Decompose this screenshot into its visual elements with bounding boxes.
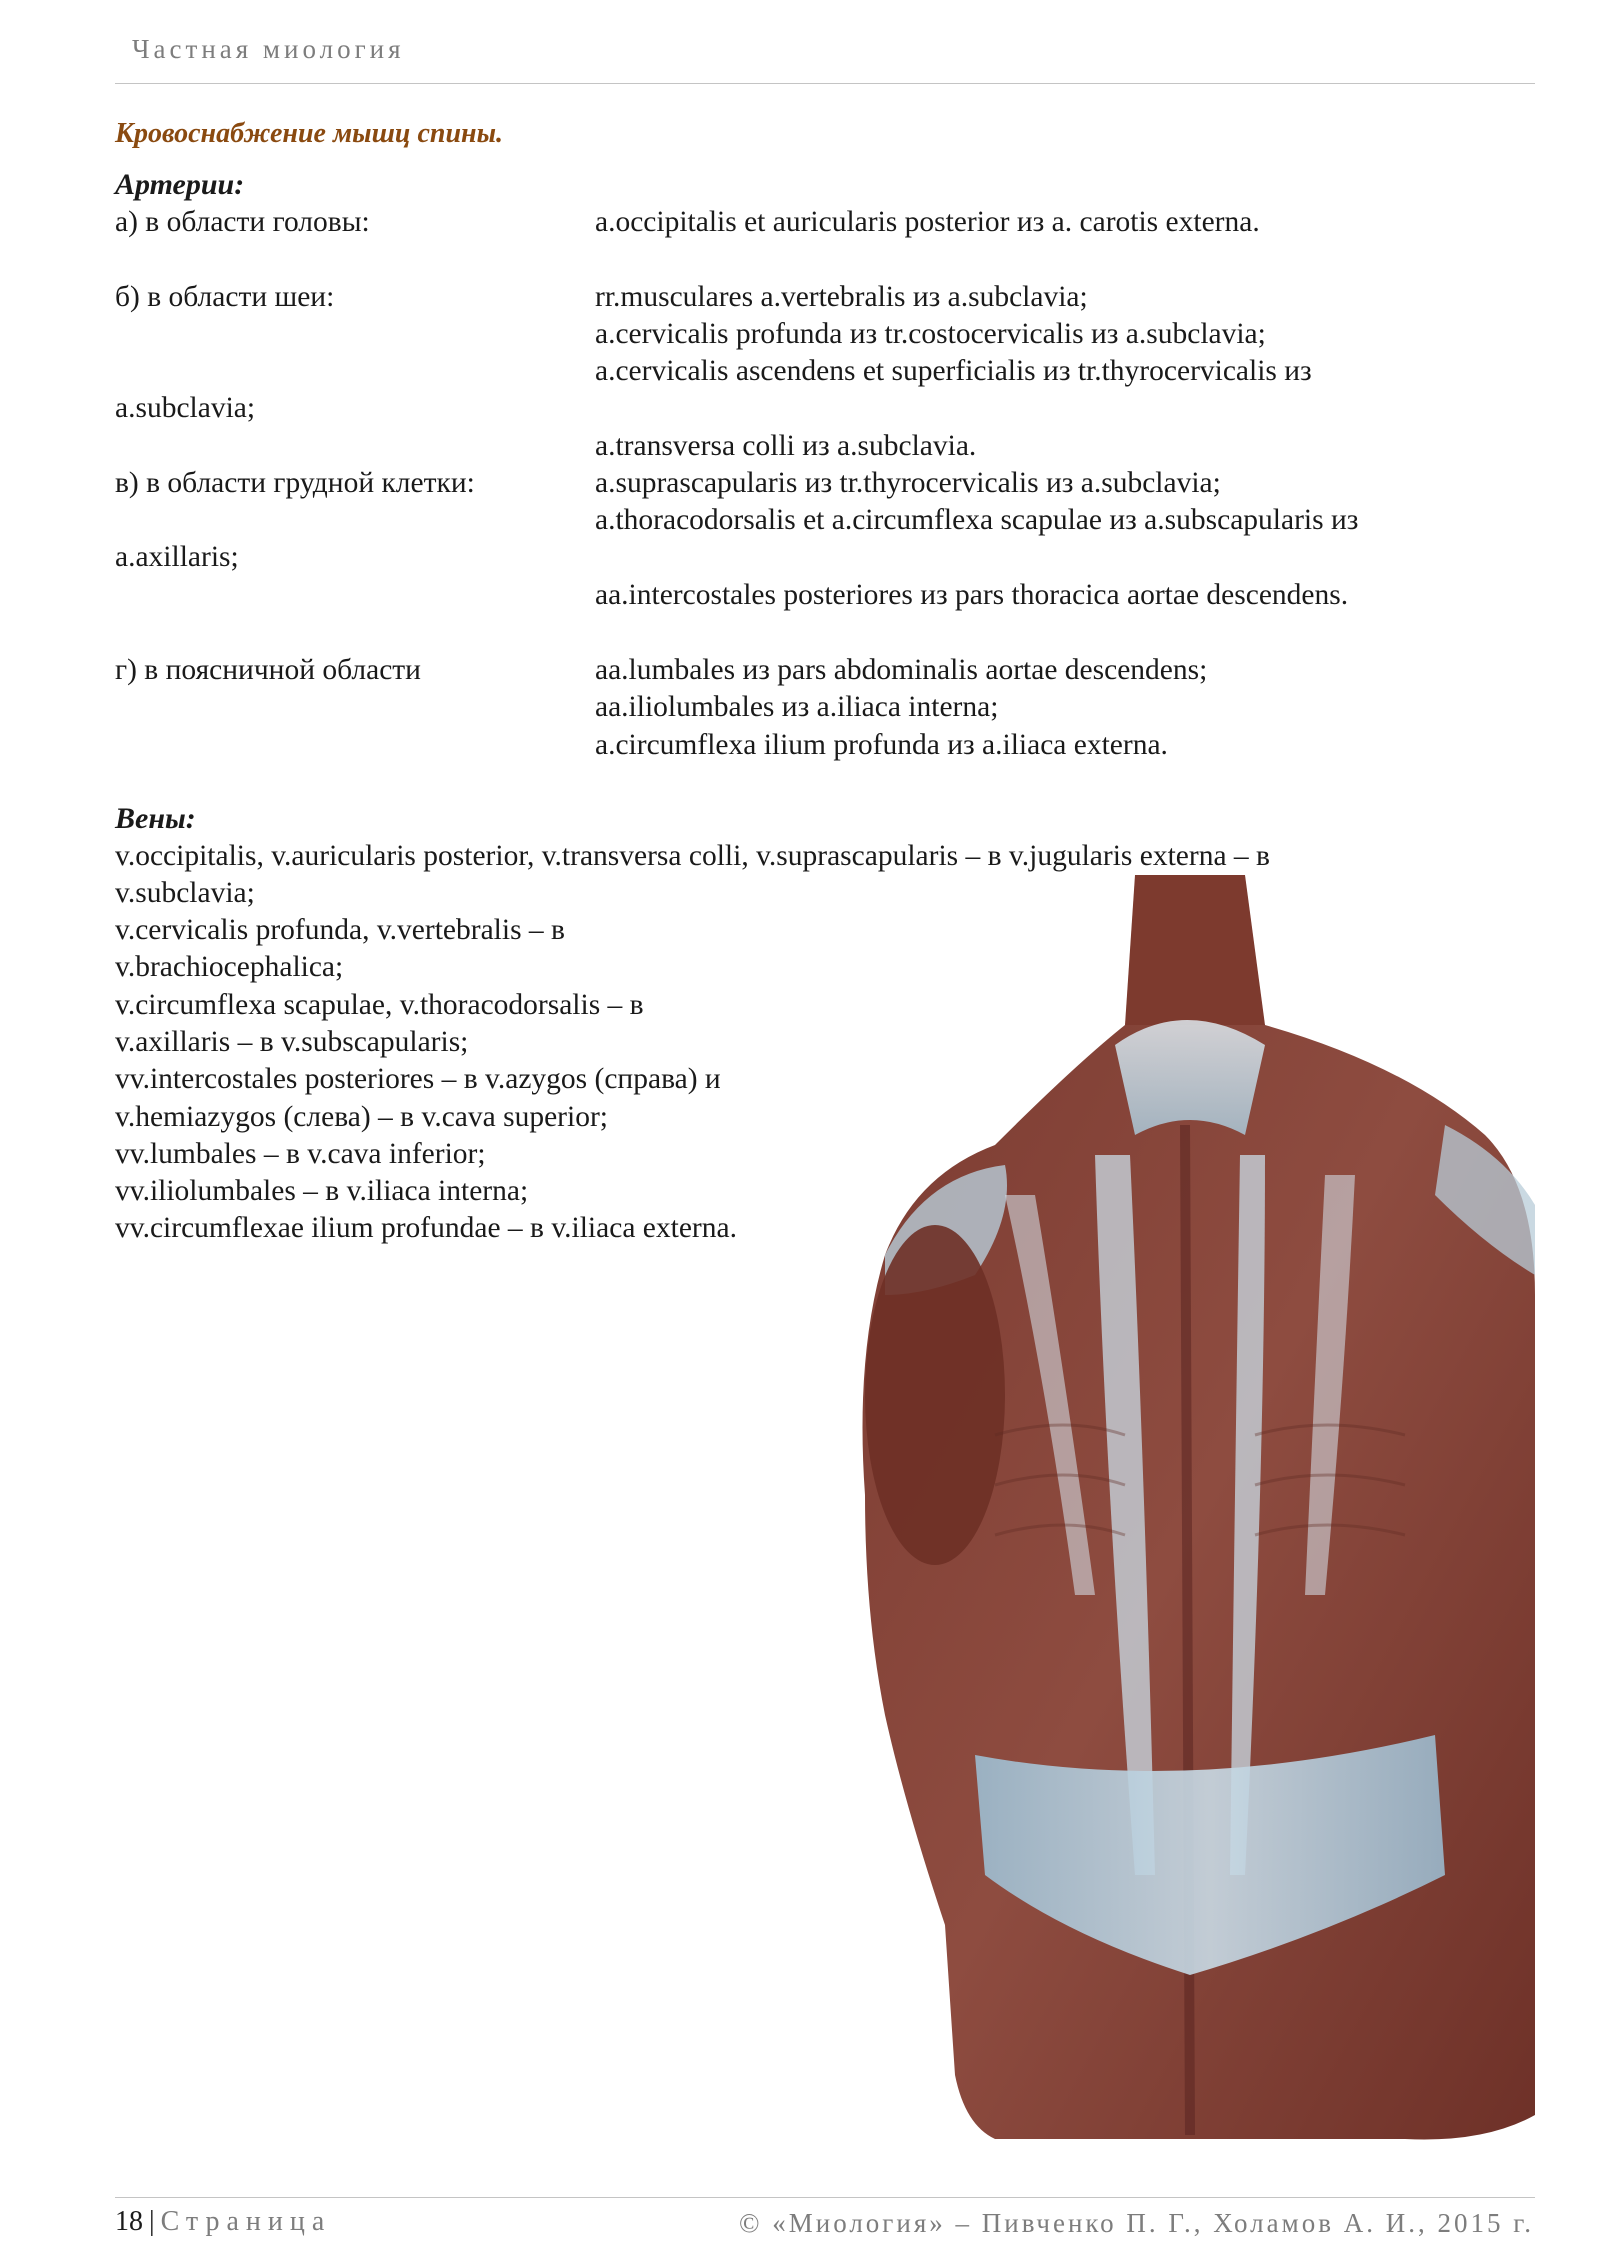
vein-line: vv.lumbales – в v.cava inferior; [115,1138,486,1170]
neck-muscle [1125,875,1265,1025]
artery-text: a.cervicalis ascendens et superficialis из tr.thyrocervicalis из [595,355,1312,387]
section-title: Кровоснабжение мышц спины. [115,118,504,149]
arteries-heading: Артерии: [115,168,245,201]
artery-text: rr.musculares a.vertebralis из a.subclavia; [595,281,1088,313]
left-deltoid [865,1225,1005,1565]
back-muscles-photo [845,875,1535,2145]
running-header: Частная миология [132,34,405,64]
artery-region: г) в поясничной области [115,654,421,686]
artery-text: aa.iliolumbales из a.iliaca interna; [595,691,999,723]
vein-line: v.circumflexa scapulae, v.thoracodorsalis – в [115,989,644,1021]
footer-separator: | [149,2206,155,2237]
artery-text: aa.intercostales posteriores из pars thoracica aortae descendens. [595,579,1349,611]
artery-text: a.thoracodorsalis et a.circumflexa scapulae из a.subscapularis из [595,504,1359,536]
artery-text: a.circumflexa ilium profunda из a.iliaca externa. [595,729,1168,761]
footer-copyright: © «Миология» – Пивченко П. Г., Холамов А. И., 2015 г. [738,2208,1534,2238]
vein-line: vv.circumflexae ilium profundae – в v.iliaca externa. [115,1212,737,1244]
vein-line: v.cervicalis profunda, v.vertebralis – в [115,914,565,946]
vein-line: v.hemiazygos (слева) – в v.cava superior; [115,1101,608,1133]
footer-left [115,2206,331,2238]
artery-text: aa.lumbales из pars abdominalis aortae descendens; [595,654,1208,686]
page-number: 18 [115,2206,143,2237]
footer-rule [115,2197,1535,2198]
artery-text: a.cervicalis profunda из tr.costocervicalis из a.subclavia; [595,318,1266,350]
artery-region: б) в области шеи: [115,281,335,313]
header-rule [115,83,1535,84]
artery-text: a.occipitalis et auricularis posterior из a. carotis externa. [595,206,1260,238]
veins-heading: Вены: [115,802,196,835]
artery-region: a.subclavia; [115,392,256,424]
trapezius-tendon [1115,1020,1265,1135]
vein-line: v.subclavia; [115,877,255,909]
artery-region: в) в области грудной клетки: [115,467,475,499]
artery-region: а) в области головы: [115,206,370,238]
artery-text: a.transversa colli из a.subclavia. [595,430,977,462]
vein-line: v.occipitalis, v.auricularis posterior, v.transversa colli, v.suprascapularis – в v.jugularis externa – в [115,840,1270,872]
artery-text: a.suprascapularis из tr.thyrocervicalis из a.subclavia; [595,467,1221,499]
vein-line: v.brachiocephalica; [115,951,344,983]
vein-line: v.axillaris – в v.subscapularis; [115,1026,469,1058]
vein-line: vv.intercostales posteriores – в v.azygos (справа) и [115,1063,721,1095]
artery-region: a.axillaris; [115,541,239,573]
page-word: Страница [160,2206,332,2237]
spine-groove [1185,1125,1190,2135]
vein-line: vv.iliolumbales – в v.iliaca interna; [115,1175,529,1207]
